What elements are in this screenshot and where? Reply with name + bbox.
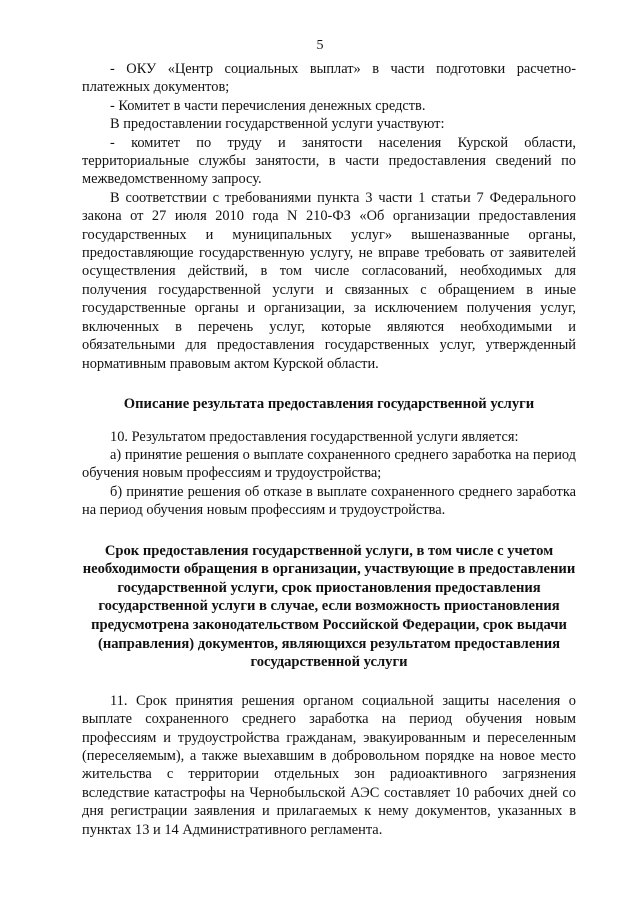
heading-result: Описание результата предоставления государственной услуги [123, 395, 535, 412]
document-body [82, 60, 576, 839]
spacer [82, 520, 576, 542]
heading-term: Срок предоставления государственной услуги, в том числе с учетом необходимости обращения в организации, участвующие в предоставлении государственной услуги, срок приостановления предоставления государственной услуги в случае, если возможность приостановления предусмотрена законодательством Российской Федерации, срок выдачи (направления) документов, являющихся результатом предоставления государственной услуги [82, 542, 576, 671]
paragraph-result-a: а) принятие решения о выплате сохраненного среднего заработка на период обучения новым профессиям и трудоустройства; [82, 446, 576, 482]
paragraph-result-intro: 10. Результатом предоставления государственной услуги является: [110, 428, 519, 445]
paragraph-labor-committee: - комитет по труду и занятости населения Курской области, территориальные службы занятости, в части предоставления сведений по межведомственному запросу. [82, 134, 576, 188]
page-number: 5 [316, 38, 324, 53]
paragraph-result-b: б) принятие решения об отказе в выплате сохраненного среднего заработка на период обучения новым профессиям и трудоустройства. [82, 483, 576, 519]
paragraph-oku: - ОКУ «Центр социальных выплат» в части подготовки расчетно-платежных документов; [82, 61, 576, 96]
paragraph-term: 11. Срок принятия решения органом социальной защиты населения о выплате сохраненного среднего заработка на период обучения новым профессиям и трудоустройства гражданам, эвакуированным и переселенным (переселяемым), а также выехавшим в добровольном порядке на новое место жительства с территории отдельных зон радиоактивного загрязнения вследствие катастрофы на Чернобыльской АЭС составляет 10 рабочих дней со дня регистрации заявления и прилагаемых к нему документов, указанных в пунктах 13 и 14 Административного регламента. [82, 692, 576, 838]
spacer [82, 672, 576, 692]
paragraph-federal-law: В соответствии с требованиями пункта 3 части 1 статьи 7 Федерального закона от 27 июля 2010 года N 210-ФЗ «Об организации предоставления государственных и муниципальных услуг» вышеназванные органы, предоставляющие государственную услугу, не вправе требовать от заявителей осуществления действий, в том числе согласований, необходимых для получения государственной услуги и связанных с обращением в иные государственные органы и организации, за исключением получения услуг, включенных в перечень услуг, которые являются необходимыми и обязательными для предоставления государственных услуг, утвержденный нормативным правовым актом Курской области. [82, 189, 576, 372]
paragraph-participants: В предоставлении государственной услуги участвуют: [110, 116, 445, 133]
spacer [82, 373, 576, 395]
spacer [82, 414, 576, 428]
paragraph-committee: - Комитет в части перечисления денежных средств. [110, 97, 426, 114]
